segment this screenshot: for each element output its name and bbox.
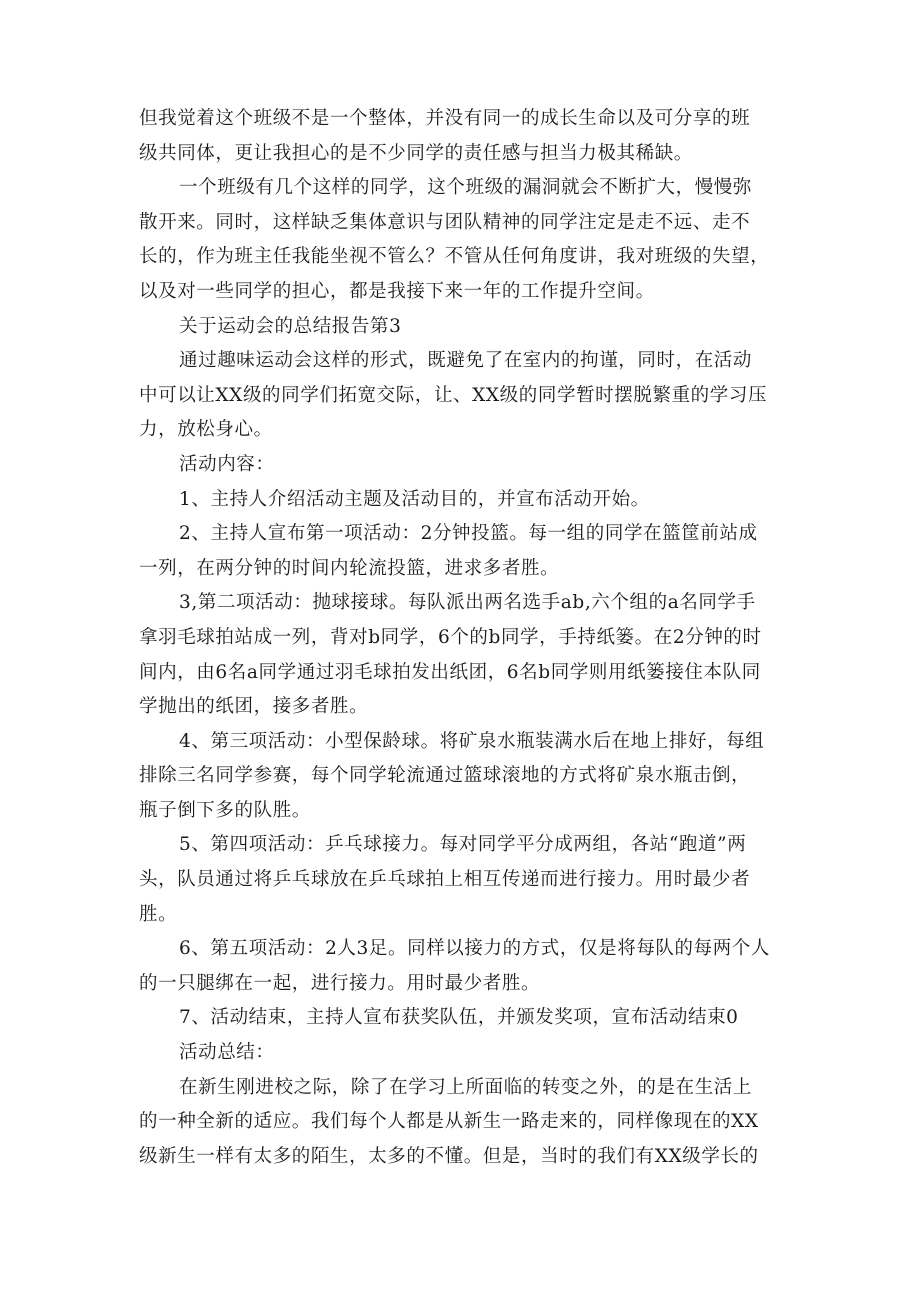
text-line: 学抛出的纸团，接多者胜。 — [139, 696, 369, 718]
text-line: 头，队员通过将乒乓球放在乒乓球拍上相互传递而进行接力。用时最少者 — [139, 869, 751, 891]
subheading-activity-content: 活动内容： — [179, 453, 275, 475]
subheading-activity-summary: 活动总结： — [179, 1042, 275, 1064]
list-item: 4、第三项活动：小型保龄球。将矿泉水瓶装满水后在地上排好，每组 — [179, 730, 765, 752]
text-line: 拿羽毛球拍站成一列，背对b同学，6个的b同学，手持纸篓。在2分钟的时 — [139, 626, 762, 648]
text-line: 的一种全新的适应。我们每个人都是从新生一路走来的，同样像现在的XX — [139, 1111, 759, 1133]
text-line: 排除三名同学参赛，每个同学轮流通过篮球滚地的方式将矿泉水瓶击倒， — [139, 765, 751, 787]
list-item: 6、第五项活动：2人3足。同样以接力的方式，仅是将每队的每两个人 — [179, 938, 771, 960]
text-line: 长的，作为班主任我能坐视不管么？不管从任何角度讲，我对班级的失望， — [139, 246, 770, 268]
list-item: 2、主持人宣布第一项活动：2分钟投篮。每一组的同学在篮筐前站成 — [179, 523, 758, 545]
text-line: 以及对一些同学的担心，都是我接下来一年的工作提升空间。 — [139, 280, 655, 302]
text-line: 散开来。同时，这样缺乏集体意识与团队精神的同学注定是走不远、走不 — [139, 211, 751, 233]
text-line: 一列，在两分钟的时间内轮流投篮，进求多者胜。 — [139, 557, 560, 579]
list-item: 3,第二项活动：抛球接球。每队派出两名选手ab,六个组的a名同学手 — [179, 592, 756, 614]
list-item: 7、活动结束，主持人宣布获奖队伍，并颁发奖项，宣布活动结束0 — [179, 1007, 739, 1029]
text-line: 一个班级有几个这样的同学，这个班级的漏洞就会不断扩大，慢慢弥 — [179, 177, 753, 199]
text-line: 的一只腿绑在一起，进行接力。用时最少者胜。 — [139, 972, 541, 994]
text-line: 中可以让XX级的同学们拓宽交际，让、XX级的同学暂时摆脱繁重的学习压 — [139, 384, 768, 406]
text-line: 通过趣味运动会这样的形式，既避免了在室内的拘谨，同时，在活动 — [179, 350, 753, 372]
section-heading: 关于运动会的总结报告第3 — [179, 315, 402, 337]
list-item: 1、主持人介绍活动主题及活动目的，并宣布活动开始。 — [179, 488, 650, 510]
document-body — [139, 102, 784, 1174]
text-line: 瓶子倒下多的队胜。 — [139, 799, 311, 821]
text-line: 胜。 — [139, 903, 178, 925]
text-line: 在新生刚进校之际，除了在学习上所面临的转变之外，的是在生活上 — [179, 1076, 753, 1098]
text-line: 但我觉着这个班级不是一个整体，并没有同一的成长生命以及可分享的班 — [139, 108, 751, 129]
text-line: 级新生一样有太多的陌生，太多的不懂。但是，当时的我们有XX级学长的 — [139, 1145, 759, 1167]
text-line: 级共同体，更让我担心的是不少同学的责任感与担当力极其稀缺。 — [139, 142, 693, 164]
text-line: 力，放松身心。 — [139, 419, 273, 441]
list-item: 5、第四项活动：乒乓球接力。每对同学平分成两组，各站“跑道”两 — [179, 834, 747, 856]
text-line: 间内，由6名a同学通过羽毛球拍发出纸团，6名b同学则用纸篓接住本队同 — [139, 661, 761, 683]
